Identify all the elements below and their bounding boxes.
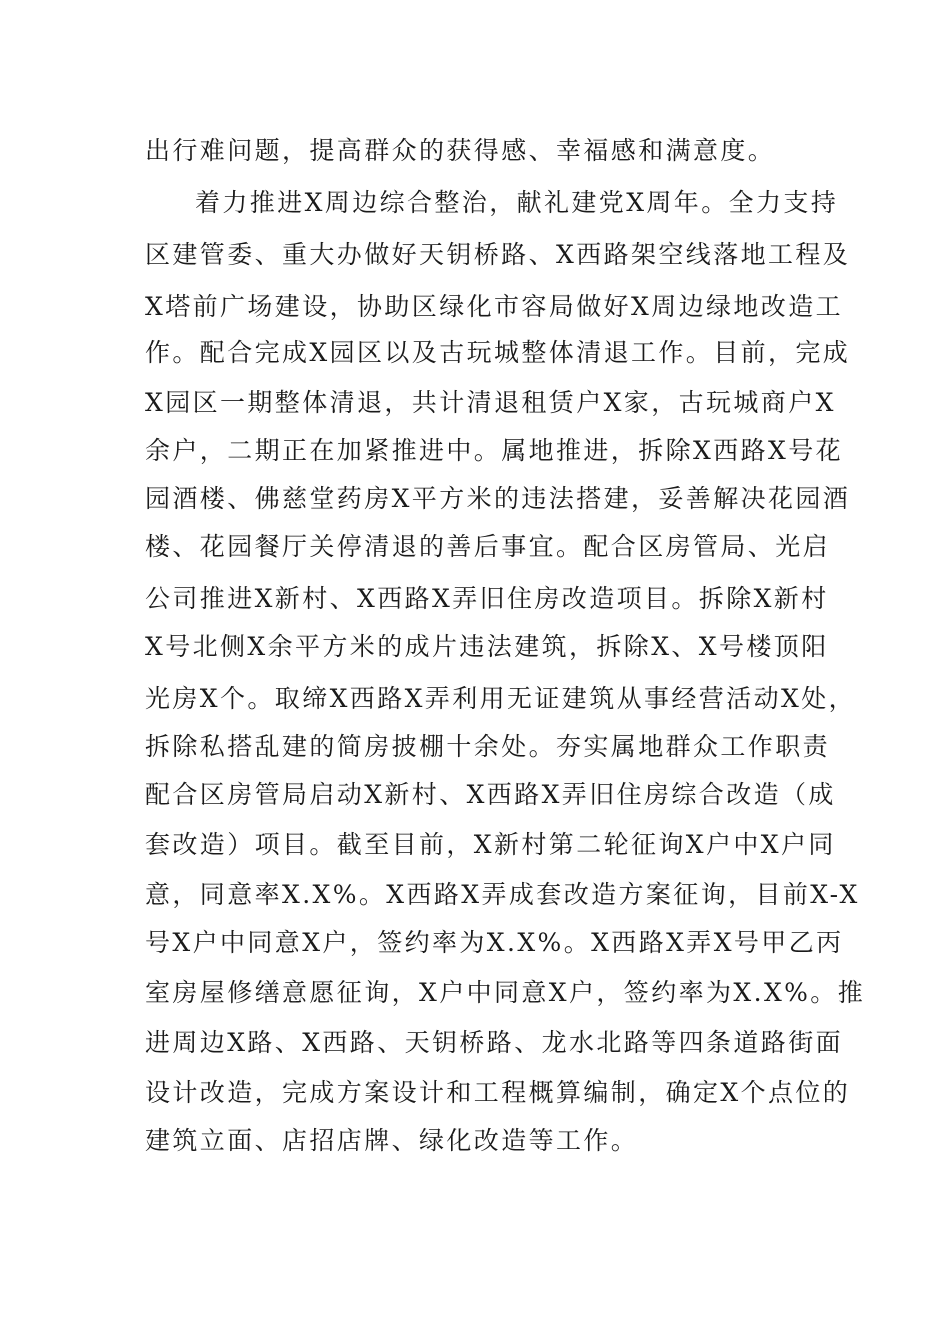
text-line: 配合区房管局启动X新村、X西路X弄旧住房综合改造（成 (145, 780, 836, 809)
text-line: X塔前广场建设，协助区绿化市容局做好X周边绿地改造工 (145, 292, 843, 321)
text-line: 拆除私搭乱建的简房披棚十余处。夯实属地群众工作职责 (145, 732, 831, 761)
text-line: 余户，二期正在加紧推进中。属地推进，拆除X西路X号花 (145, 436, 843, 465)
text-line: 套改造）项目。截至目前，X新村第二轮征询X户中X户同 (145, 830, 836, 859)
text-line: X园区一期整体清退，共计清退租赁户X家，古玩城商户X (145, 388, 836, 417)
text-line: 光房X个。取缔X西路X弄利用无证建筑从事经营活动X处， (145, 684, 856, 713)
text-line: X号北侧X余平方米的成片违法建筑，拆除X、X号楼顶阳 (145, 632, 829, 661)
text-line: 着力推进X周边综合整治，献礼建党X周年。全力支持 (195, 188, 839, 217)
text-line: 建筑立面、店招店牌、绿化改造等工作。 (145, 1126, 639, 1155)
text-line: 作。配合完成X园区以及古玩城整体清退工作。目前，完成 (145, 338, 851, 367)
text-line: 区建管委、重大办做好天钥桥路、X西路架空线落地工程及 (145, 240, 851, 269)
text-line: 意，同意率X.X%。X西路X弄成套改造方案征询，目前X-X (145, 880, 860, 909)
text-line: 设计改造，完成方案设计和工程概算编制，确定X个点位的 (145, 1078, 851, 1107)
text-line: 园酒楼、佛慈堂药房X平方米的违法搭建，妥善解决花园酒 (145, 484, 851, 513)
text-line: 进周边X路、X西路、天钥桥路、龙水北路等四条道路街面 (145, 1028, 843, 1057)
text-line: 楼、花园餐厅关停清退的善后事宜。配合区房管局、光启 (145, 532, 831, 561)
text-line: 出行难问题，提高群众的获得感、幸福感和满意度。 (145, 136, 776, 165)
text-line: 号X户中同意X户，签约率为X.X%。X西路X弄X号甲乙丙 (145, 928, 844, 957)
text-line: 室房屋修缮意愿征询，X户中同意X户，签约率为X.X%。推 (145, 978, 866, 1007)
text-line: 公司推进X新村、X西路X弄旧住房改造项目。拆除X新村 (145, 584, 829, 613)
